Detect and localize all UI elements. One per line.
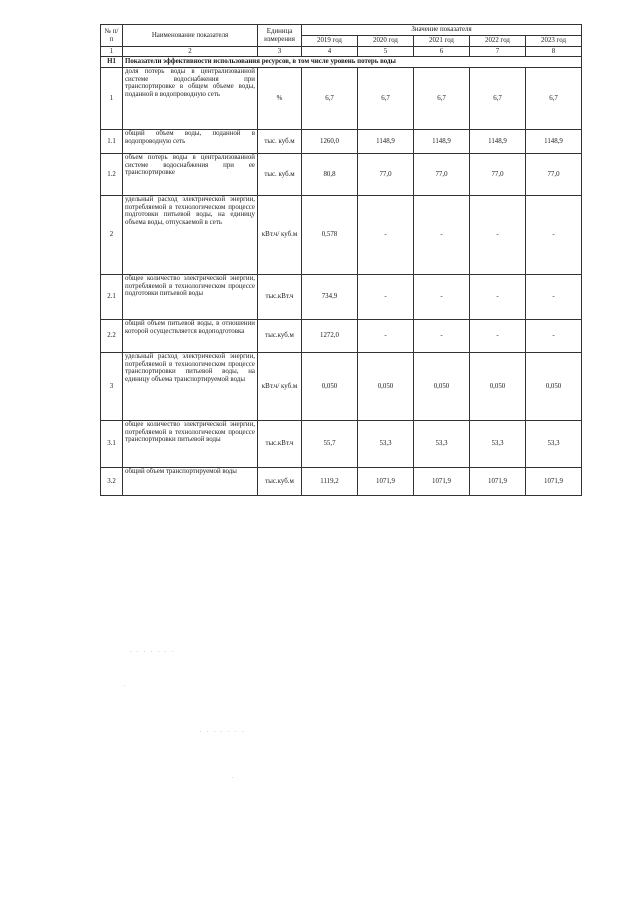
header-year: 2022 год — [470, 36, 526, 47]
row-unit: тыс.куб.м — [258, 468, 302, 496]
row-value: 53,3 — [470, 421, 526, 468]
table-row — [101, 320, 582, 353]
col-number: 1 — [101, 47, 123, 57]
header-num: № п/п — [101, 25, 123, 47]
row-unit: кВт.ч/ куб.м — [258, 196, 302, 275]
row-value: 0,050 — [302, 353, 358, 421]
row-value: - — [414, 196, 470, 275]
row-unit: тыс.кВт.ч — [258, 275, 302, 320]
col-number: 7 — [470, 47, 526, 57]
col-number: 3 — [258, 47, 302, 57]
row-value: 1071,9 — [526, 468, 582, 496]
row-value: 1148,9 — [358, 130, 414, 154]
col-number: 4 — [302, 47, 358, 57]
row-num: 1.1 — [101, 130, 123, 154]
scan-speckle: · — [124, 684, 128, 689]
row-value: 6,7 — [526, 68, 582, 130]
header-value-group: Значение показателя — [302, 25, 582, 36]
row-value: - — [414, 275, 470, 320]
row-value: - — [358, 275, 414, 320]
table-row — [101, 130, 582, 154]
table-row — [101, 275, 582, 320]
row-name: общий объем воды, поданной в водопроводную сеть — [123, 130, 258, 154]
row-name: удельный расход электрической энергии, потребляемой в технологическом процессе подготовки питьевой воды, на единицу объема воды, отпускаемой в сеть — [123, 196, 258, 275]
row-num: 2 — [101, 196, 123, 275]
scan-speckle: · · · · · · · — [200, 730, 246, 735]
row-unit: кВт.ч/ куб.м — [258, 353, 302, 421]
row-value: 1260,0 — [302, 130, 358, 154]
table-row — [101, 68, 582, 130]
row-num: 3 — [101, 353, 123, 421]
row-value: 0,578 — [302, 196, 358, 275]
row-value: 77,0 — [414, 154, 470, 196]
row-name: удельный расход электрической энергии, потребляемой в технологическом процессе транспортировки питьевой воды, на единицу объема транспортируемой воды — [123, 353, 258, 421]
row-value: 77,0 — [358, 154, 414, 196]
row-value: 53,3 — [358, 421, 414, 468]
col-number: 8 — [526, 47, 582, 57]
section-num: Н1 — [101, 57, 123, 68]
row-value: 1148,9 — [526, 130, 582, 154]
table-row — [101, 353, 582, 421]
row-value: 55,7 — [302, 421, 358, 468]
row-value: 1148,9 — [414, 130, 470, 154]
header-year: 2020 год — [358, 36, 414, 47]
row-num: 1.2 — [101, 154, 123, 196]
row-value: 53,3 — [526, 421, 582, 468]
row-name: доля потерь воды в централизованной системе водоснабжения при транспортировке в общем объеме воды, поданной в водопроводную сеть — [123, 68, 258, 130]
row-num: 3.2 — [101, 468, 123, 496]
row-value: 77,0 — [526, 154, 582, 196]
row-value: - — [470, 196, 526, 275]
row-name: объем потерь воды в централизованной системе водоснабжения при ее транспортировке — [123, 154, 258, 196]
row-value: - — [526, 320, 582, 353]
section-title: Показатели эффективности использования ресурсов, в том числе уровень потерь воды — [123, 57, 582, 68]
row-num: 2.1 — [101, 275, 123, 320]
row-num: 3.1 — [101, 421, 123, 468]
row-value: 77,0 — [470, 154, 526, 196]
row-value: 53,3 — [414, 421, 470, 468]
row-unit: % — [258, 68, 302, 130]
row-value: - — [414, 320, 470, 353]
row-value: - — [526, 275, 582, 320]
row-value: 6,7 — [414, 68, 470, 130]
row-value: 1272,0 — [302, 320, 358, 353]
col-number: 5 — [358, 47, 414, 57]
row-unit: тыс.кВт.ч — [258, 421, 302, 468]
row-value: 734,9 — [302, 275, 358, 320]
row-value: 0,050 — [358, 353, 414, 421]
row-name: общее количество электрической энергии, потребляемой в технологическом процессе подготовки питьевой воды — [123, 275, 258, 320]
row-value: 1071,9 — [414, 468, 470, 496]
row-value: 0,050 — [470, 353, 526, 421]
row-value: 6,7 — [470, 68, 526, 130]
scan-speckle: · — [232, 776, 236, 781]
row-unit: тыс. куб.м — [258, 154, 302, 196]
header-name: Наименование показателя — [123, 25, 258, 47]
row-value: 1071,9 — [470, 468, 526, 496]
header-unit: Единица измерения — [258, 25, 302, 47]
row-name: общее количество электрической энергии, потребляемой в технологическом процессе транспортировки питьевой воды — [123, 421, 258, 468]
table-row — [101, 421, 582, 468]
row-unit: тыс.куб.м — [258, 320, 302, 353]
row-name: общий объем транспортируемой воды — [123, 468, 258, 496]
table-row — [101, 468, 582, 496]
row-unit: тыс. куб.м — [258, 130, 302, 154]
header-year: 2021 год — [414, 36, 470, 47]
row-value: 0,050 — [526, 353, 582, 421]
table-row — [101, 196, 582, 275]
scan-speckle: · · · · · · · — [130, 650, 176, 655]
col-number: 2 — [123, 47, 258, 57]
row-value: 6,7 — [302, 68, 358, 130]
header-year: 2019 год — [302, 36, 358, 47]
table-row — [101, 154, 582, 196]
row-value: 1071,9 — [358, 468, 414, 496]
row-value: - — [470, 275, 526, 320]
row-value: 6,7 — [358, 68, 414, 130]
row-value: - — [358, 320, 414, 353]
row-name: общий объем питьевой воды, в отношении которой осуществляется водоподготовка — [123, 320, 258, 353]
row-value: 1148,9 — [470, 130, 526, 154]
row-value: 0,050 — [414, 353, 470, 421]
section-row — [101, 57, 582, 68]
row-num: 2.2 — [101, 320, 123, 353]
column-number-row — [101, 47, 582, 57]
row-value: 1119,2 — [302, 468, 358, 496]
row-value: - — [526, 196, 582, 275]
header-row-top — [101, 25, 582, 36]
row-value: - — [358, 196, 414, 275]
header-year: 2023 год — [526, 36, 582, 47]
col-number: 6 — [414, 47, 470, 57]
row-num: 1 — [101, 68, 123, 130]
row-value: - — [470, 320, 526, 353]
indicators-table — [100, 24, 582, 496]
row-value: 80,8 — [302, 154, 358, 196]
